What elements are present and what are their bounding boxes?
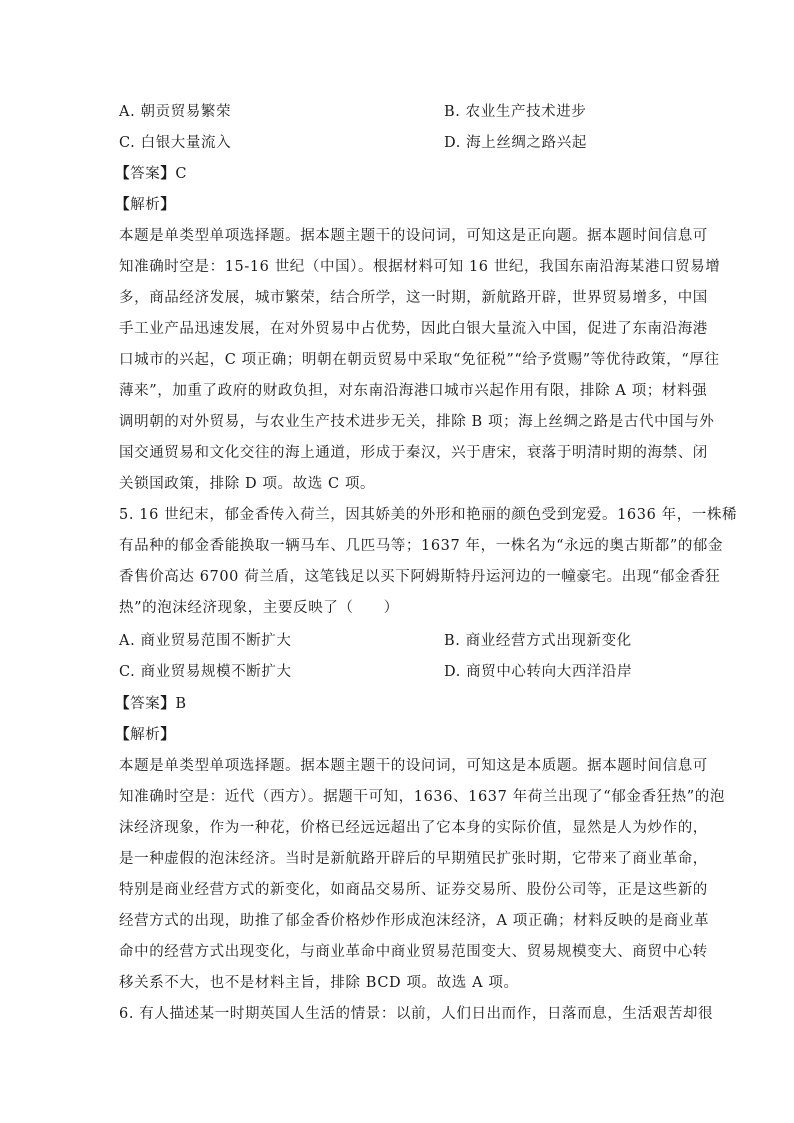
q5-stem-line: 香售价高达 6700 荷兰盾，这笔钱足以买下阿姆斯特丹运河边的一幢豪宅。出现“郁金香狂 bbox=[119, 569, 721, 585]
q4-analysis-label: 解析 bbox=[130, 197, 161, 213]
q5-analysis-line: 特别是商业经营方式的新变化，如商品交易所、证券交易所、股份公司等，正是这些新的 bbox=[119, 882, 708, 898]
q4-option-c: C. 白银大量流入 bbox=[119, 135, 232, 151]
q5-analysis-line: 移关系不大，也不是材料主旨，排除 BCD 项。故选 A 项。 bbox=[119, 975, 519, 991]
q5-analysis-line: 沫经济现象，作为一种花，价格已经远远超出了它本身的实际价值，显然是人为炒作的， bbox=[119, 820, 708, 836]
q4-answer: 【答案】C bbox=[115, 165, 188, 182]
q4-analysis-line: 调明朝的对外贸易，与农业生产技术进步无关，排除 B 项；海上丝绸之路是古代中国与外 bbox=[119, 414, 715, 430]
q5-analysis-line: 经营方式的出现，助推了郁金香价格炒作形成泡沫经济，A 项正确；材料反映的是商业革 bbox=[119, 913, 710, 929]
q4-analysis-line: 本题是单类型单项选择题。据本题主题干的设问词，可知这是正向题。据本题时间信息可 bbox=[119, 228, 708, 244]
q4-analysis-line: 薄来”，加重了政府的财政负担，对东南沿海港口城市兴起作用有限，排除 A 项；材料强 bbox=[119, 383, 708, 399]
q5-option-d: D. 商贸中心转向大西洋沿岸 bbox=[444, 664, 633, 680]
q5-option-b: B. 商业经营方式出现新变化 bbox=[444, 633, 632, 649]
q5-stem-line: 5. 16 世纪末，郁金香传入荷兰，因其娇美的外形和艳丽的颜色受到宠爱。1636 年，一株稀 bbox=[119, 507, 738, 523]
q4-analysis-line: 关锁国政策，排除 D 项。故选 C 项。 bbox=[119, 476, 376, 492]
q5-stem-line: 热”的泡沫经济现象，主要反映了（ ） bbox=[119, 600, 399, 616]
q4-analysis-line: 口城市的兴起，C 项正确；明朝在朝贡贸易中采取“免征税”“给予赏赐”等优待政策，“厚往 bbox=[119, 352, 720, 368]
q4-option-b: B. 农业生产技术进步 bbox=[444, 104, 587, 120]
q4-analysis-line: 国交通贸易和文化交往的海上通道，形成于秦汉，兴于唐宋，衰落于明清时期的海禁、闭 bbox=[119, 445, 708, 461]
q5-answer-value: B bbox=[175, 696, 187, 712]
q6-stem-line: 6. 有人描述某一时期英国人生活的情景：以前，人们日出而作，日落而息，生活艰苦却很 bbox=[119, 1006, 714, 1022]
q4-answer-label: 答案 bbox=[130, 166, 161, 182]
q5-stem-line: 有品种的郁金香能换取一辆马车、几匹马等；1637 年，一株名为“永远的奥古斯都”的郁金 bbox=[119, 538, 724, 554]
q5-analysis-line: 命中的经营方式出现变化，与商业革命中商业贸易范围变大、贸易规模变大、商贸中心转 bbox=[119, 944, 708, 960]
q5-analysis-line: 本题是单类型单项选择题。据本题主题干的设问词，可知这是本质题。据本题时间信息可 bbox=[119, 758, 708, 774]
q5-answer-label: 答案 bbox=[130, 696, 161, 712]
q4-option-a: A. 朝贡贸易繁荣 bbox=[119, 104, 232, 120]
q4-option-d: D. 海上丝绸之路兴起 bbox=[444, 135, 587, 151]
q4-analysis-line: 手工业产品迅速发展，在对外贸易中占优势，因此白银大量流入中国，促进了东南沿海港 bbox=[119, 321, 708, 337]
q5-analysis-label: 解析 bbox=[130, 727, 161, 743]
q5-answer: 【答案】B bbox=[115, 695, 187, 712]
q4-analysis-heading: 【解析】 bbox=[115, 196, 176, 213]
q4-analysis-line: 知准确时空是：15-16 世纪（中国）。根据材料可知 16 世纪，我国东南沿海某港口贸易增 bbox=[119, 259, 721, 275]
q5-analysis-heading: 【解析】 bbox=[115, 726, 176, 743]
q4-answer-value: C bbox=[175, 166, 188, 182]
q5-option-a: A. 商业贸易范围不断扩大 bbox=[119, 633, 292, 649]
q5-option-c: C. 商业贸易规模不断扩大 bbox=[119, 664, 292, 680]
q5-analysis-line: 知准确时空是：近代（西方）。据题干可知，1636、1637 年荷兰出现了“郁金香狂热”的泡 bbox=[119, 789, 725, 805]
q5-analysis-line: 是一种虚假的泡沫经济。当时是新航路开辟后的早期殖民扩张时期，它带来了商业革命， bbox=[119, 851, 708, 867]
q4-analysis-line: 多，商品经济发展，城市繁荣，结合所学，这一时期，新航路开辟，世界贸易增多，中国 bbox=[119, 290, 708, 306]
